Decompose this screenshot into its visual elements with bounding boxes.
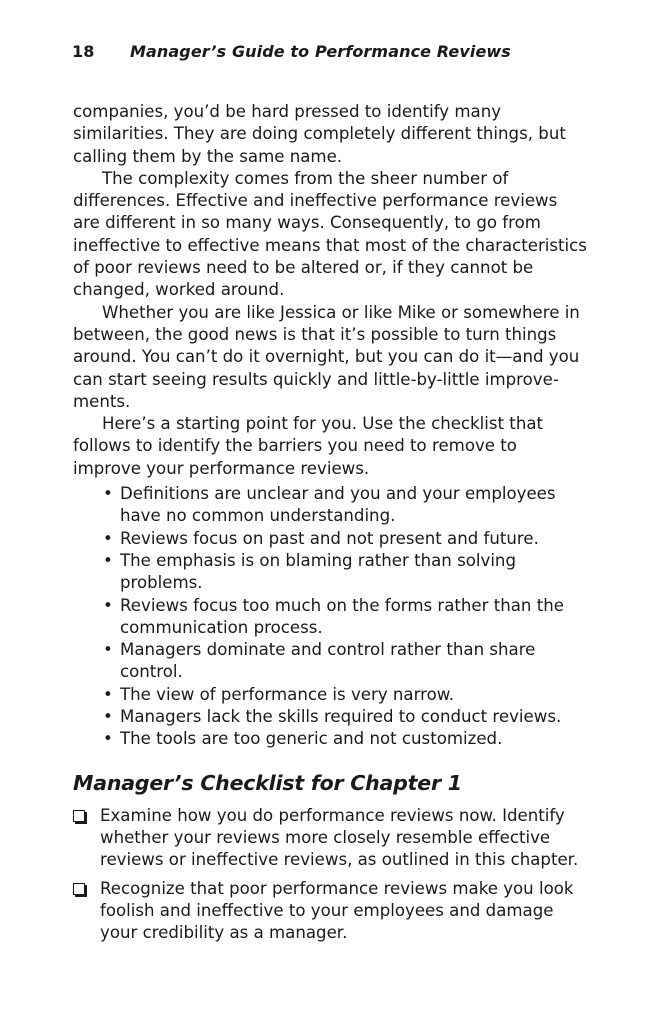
list-item: • Managers dominate and control rather than share control. [103, 640, 536, 682]
bullet-icon: • [103, 528, 113, 548]
checklist-item-text: Examine how you do performance reviews now. Identify whether your reviews more closely resemble effective reviews or ineffective reviews, as outlined in this chapter. [100, 805, 579, 870]
bullet-icon: • [103, 550, 113, 570]
paragraph-complexity: The complexity comes from the sheer number of differences. Effective and ineffective performance reviews are different in so many ways. Consequently, to go from ineffective to effective means that most of the characteristics of poor reviews need to be altered or, if they cannot be changed, worked around. [73, 168, 587, 300]
list-item: • Reviews focus on past and not present and future. [120, 528, 589, 550]
page-body [73, 101, 589, 950]
bullet-icon: • [103, 729, 113, 749]
page-number: 18 [72, 42, 95, 61]
bullet-icon: • [103, 707, 113, 727]
checklist-heading: Manager’s Checklist for Chapter 1 [73, 770, 462, 795]
paragraph-continuation: companies, you’d be hard pressed to identify many similarities. They are doing completely different things, but calling them by the same name. [73, 102, 566, 166]
list-item: • Reviews focus too much on the forms rather than the communication process. [103, 595, 564, 637]
running-header [72, 42, 511, 61]
list-item: • The emphasis is on blaming rather than solving problems. [103, 550, 516, 593]
bullet-icon: • [103, 684, 113, 704]
checklist-item-text: Recognize that poor performance reviews make you look foolish and ineffective to your employees and damage your credibility as a manager. [100, 878, 574, 943]
checkbox-icon [73, 810, 85, 822]
paragraph-jessica-mike: Whether you are like Jessica or like Mike or somewhere in between, the good news is that it’s possible to turn things around. You can’t do it overnight, but you can do it—and you can start seeing results quickly and little-by-little improvements. [73, 302, 580, 411]
checkbox-icon [73, 883, 85, 895]
list-item: • Managers lack the skills required to conduct reviews. [120, 706, 589, 728]
barrier-list [73, 483, 589, 751]
paragraph-starting-point: Here’s a starting point for you. Use the checklist that follows to identify the barriers you need to remove to improve your performance reviews. [73, 414, 544, 478]
bullet-icon: • [103, 484, 113, 504]
bullet-icon: • [103, 640, 113, 660]
checklist-item [73, 878, 589, 945]
list-item: • The tools are too generic and not customized. [120, 728, 589, 750]
bullet-icon: • [103, 595, 113, 615]
list-item: • Definitions are unclear and you and your employees have no common understanding. [103, 484, 556, 526]
checklist-item [73, 805, 589, 872]
book-title: Manager’s Guide to Performance Reviews [130, 42, 511, 61]
list-item: • The view of performance is very narrow. [120, 684, 589, 706]
